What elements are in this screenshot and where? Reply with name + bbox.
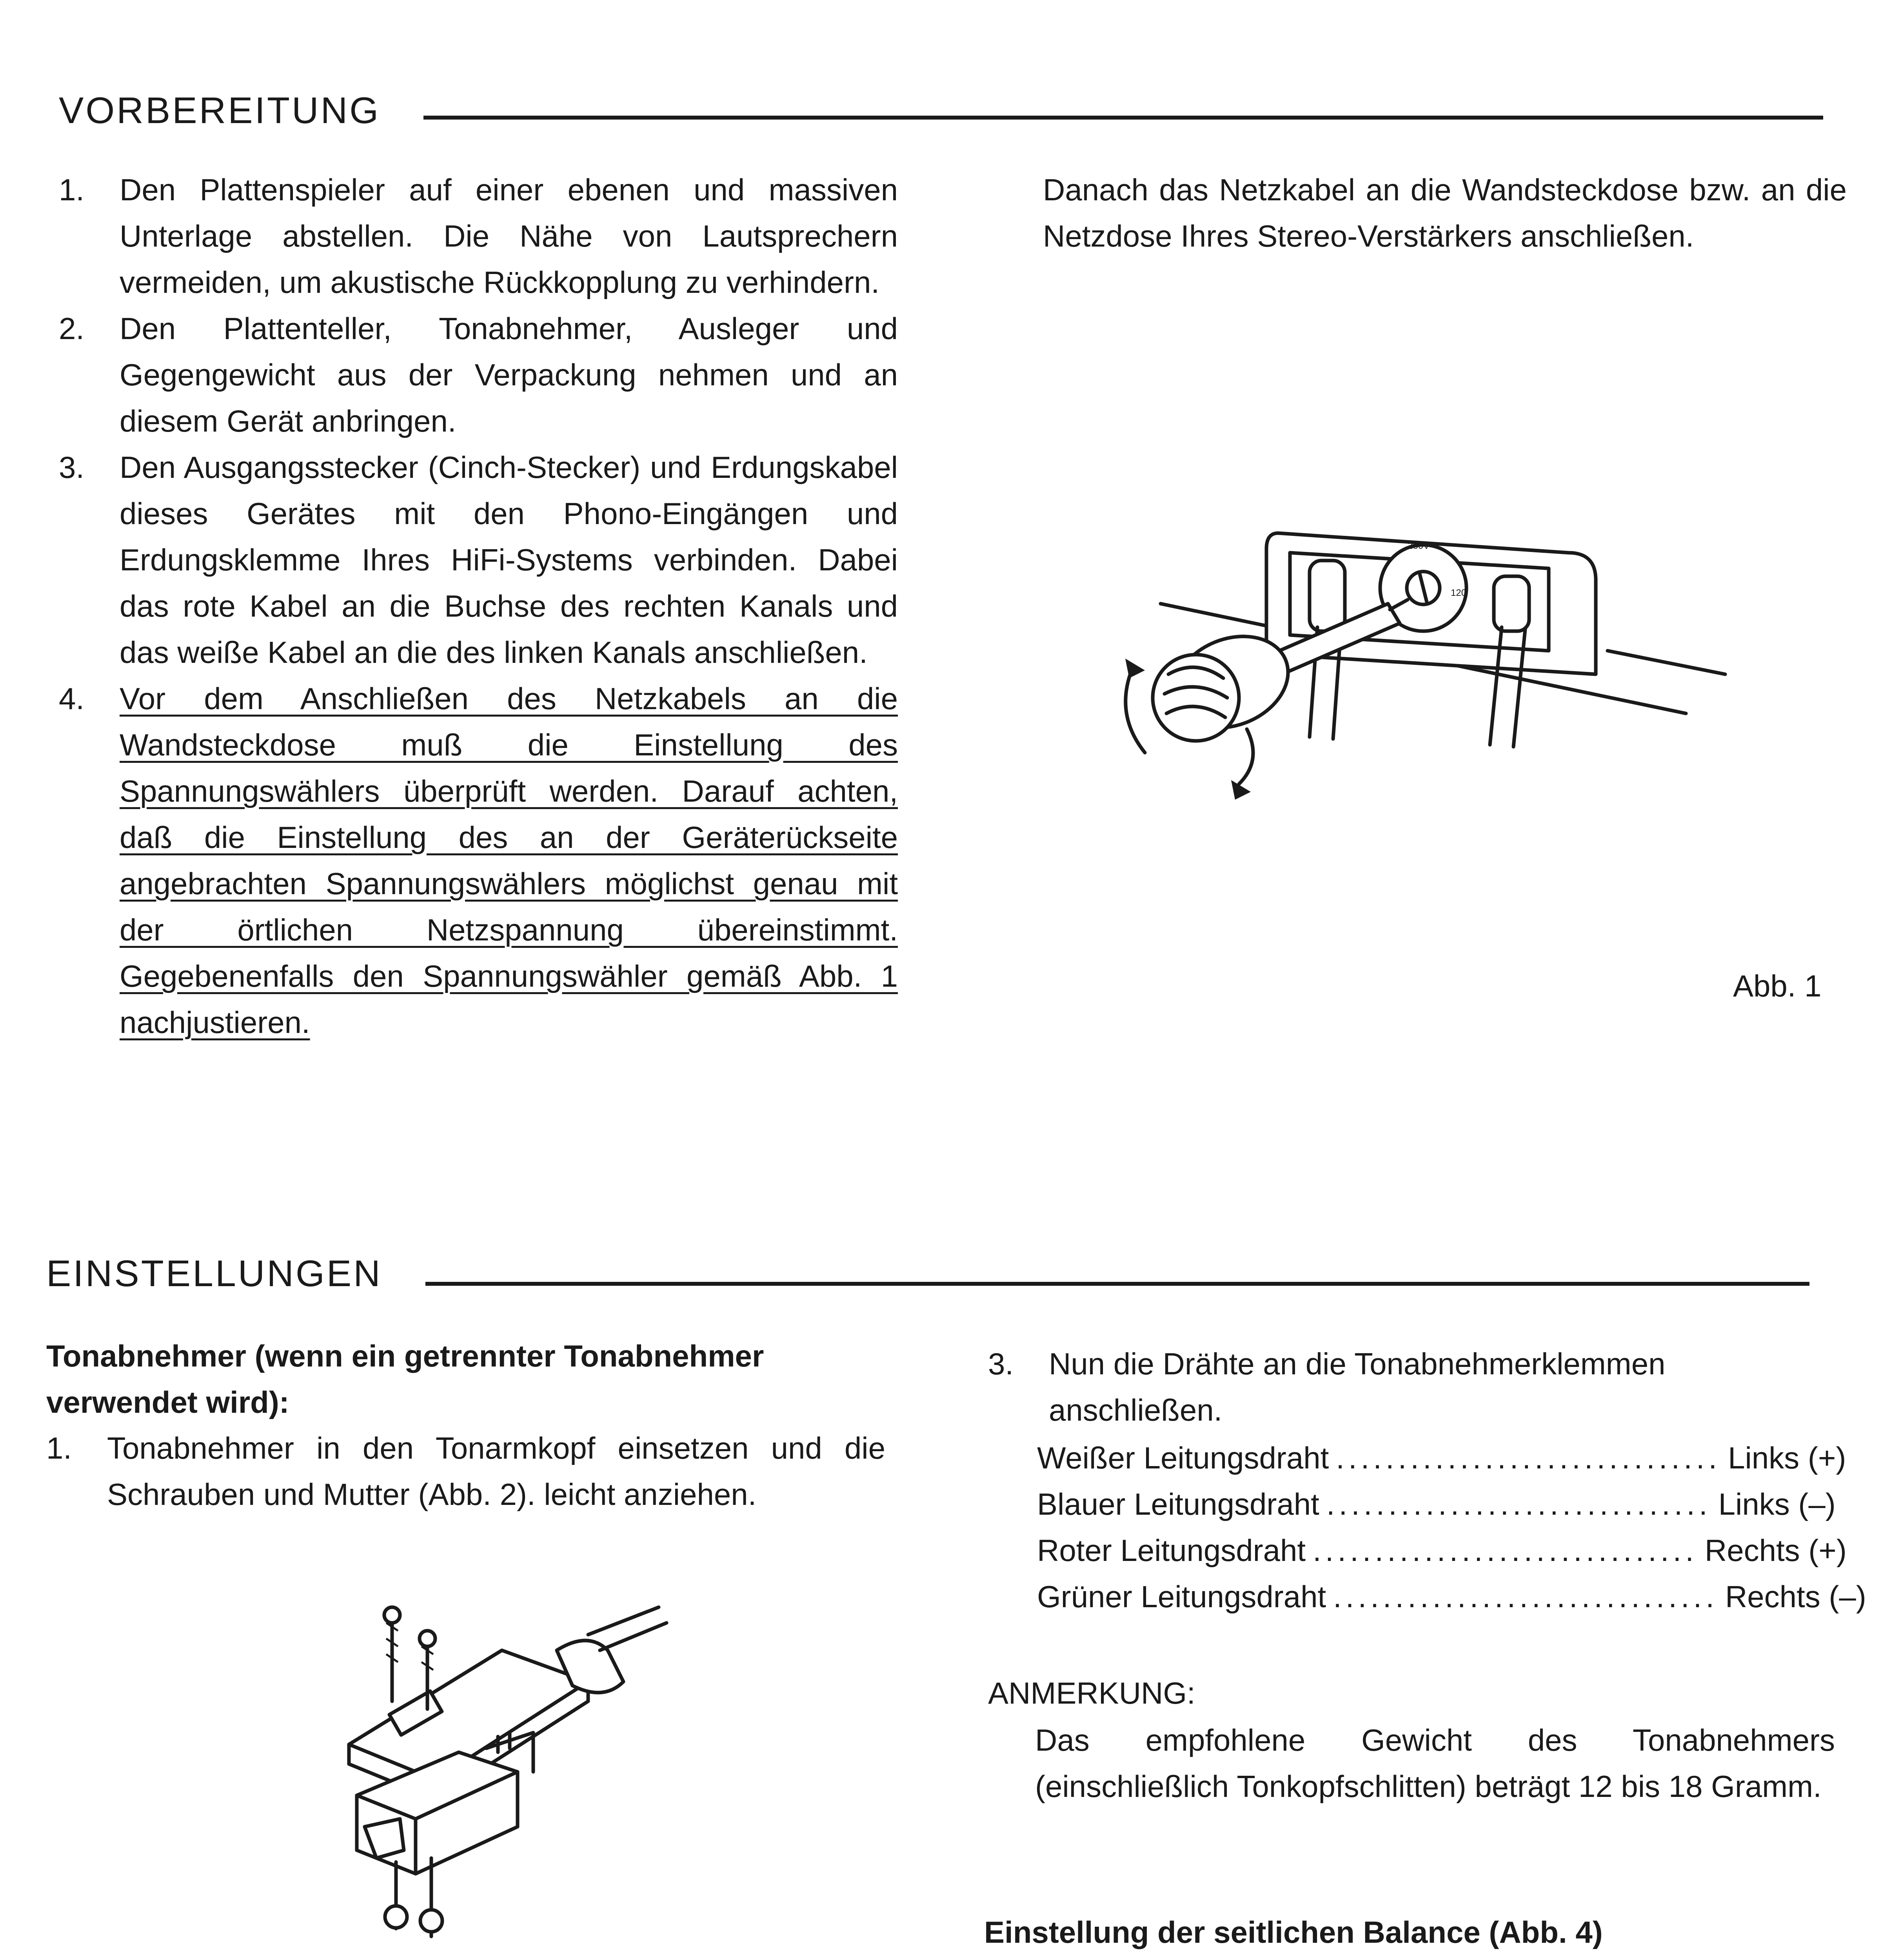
list-item: [59, 444, 898, 675]
item-number: 4.: [59, 681, 85, 716]
fig1-voltage-selector-illustration: [1098, 510, 1764, 823]
leader-dots: ...............................: [1333, 1579, 1718, 1614]
section-title-settings: EINSTELLUNGEN: [46, 1253, 382, 1294]
item-text: Den Plattenteller, Tonabnehmer, Ausleger und Gegengewicht aus der Verpackung nehmen und an diesem Gerät anbringen.: [120, 311, 898, 438]
item-number: 1.: [46, 1431, 72, 1465]
fig1-caption: Abb. 1: [1733, 969, 1822, 1003]
wire-label: Weißer Leitungsdraht: [1037, 1441, 1329, 1475]
cartridge-subheading: Tonabnehmer (wenn ein getrennter Tonabnehmer verwendet wird):: [46, 1339, 764, 1419]
item-number: 1.: [59, 172, 85, 207]
fig2-cartridge-mounting-illustration: [314, 1607, 667, 1952]
settings-item-1: [46, 1425, 885, 1517]
leader-dots: ...............................: [1336, 1441, 1721, 1475]
section-rule: [425, 1282, 1809, 1286]
wire-row: [1037, 1435, 1846, 1481]
item-text-warning: Vor dem Anschließen des Netzkabels an die Wandsteckdose muß die Einstellung des Spannungswählers überprüft werden. Darauf achten, daß die Einstellung des an der Geräterückseite angebrachten Spannungswählers möglichst genau mit der örtlichen Netzspannung übereinstimmt. Gegebenenfalls den Spannungswähler gemäß Abb. 1 nachjustieren.: [120, 681, 898, 1040]
item-text: Den Plattenspieler auf einer ebenen und massiven Unterlage abstellen. Die Nähe von Lautsprechern vermeiden, um akustische Rückkopplung zu verhindern.: [120, 172, 898, 299]
preparation-right-text: Danach das Netzkabel an die Wandsteckdose bzw. an die Netzdose Ihres Stereo-Verstärkers anschließen.: [1043, 172, 1847, 253]
wire-label: Roter Leitungsdraht: [1037, 1533, 1306, 1568]
list-item: [59, 167, 898, 305]
settings-item-3: [988, 1341, 1835, 1433]
svg-text:120: 120: [1451, 588, 1467, 598]
wire-value: Rechts (+): [1704, 1533, 1847, 1568]
balance-heading: Einstellung der seitlichen Balance (Abb. 4): [984, 1915, 1603, 1949]
leader-dots: ...............................: [1313, 1533, 1698, 1568]
item-text: Tonabnehmer in den Tonarmkopf einsetzen und die Schrauben und Mutter (Abb. 2). leicht anziehen.: [107, 1431, 885, 1512]
svg-text:230V: 230V: [1408, 541, 1430, 551]
wire-color-list: [1037, 1435, 1866, 1620]
item-text: Den Ausgangsstecker (Cinch-Stecker) und Erdungskabel dieses Gerätes mit den Phono-Eingängen und Erdungsklemme Ihres HiFi-Systems verbinden. Dabei das rote Kabel an die Buchse des rechten Kanals und das weiße Kabel an die des linken Kanals anschließen.: [120, 450, 898, 670]
item-number: 2.: [59, 311, 85, 346]
wire-row: [1037, 1481, 1836, 1527]
leader-dots: ...............................: [1326, 1487, 1711, 1521]
note-title: ANMERKUNG:: [988, 1676, 1195, 1710]
wire-value: Links (–): [1718, 1487, 1836, 1521]
note-text: Das empfohlene Gewicht des Tonabnehmers (einschließlich Tonkopfschlitten) beträgt 12 bis 18 Gramm.: [1035, 1723, 1835, 1804]
wire-value: Rechts (–): [1725, 1579, 1866, 1614]
item-text: Nun die Drähte an die Tonabnehmerklemmen anschließen.: [1049, 1347, 1666, 1427]
wire-value: Links (+): [1728, 1441, 1846, 1475]
wire-row: [1037, 1573, 1866, 1620]
list-item: [59, 305, 898, 444]
wire-label: Blauer Leitungsdraht: [1037, 1487, 1319, 1521]
list-item: [59, 675, 898, 1045]
item-number: 3.: [988, 1347, 1014, 1381]
section-title-preparation: VORBEREITUNG: [59, 90, 381, 131]
wire-row: [1037, 1527, 1847, 1573]
preparation-list: [59, 167, 898, 1045]
section-rule: [423, 116, 1823, 120]
item-number: 3.: [59, 450, 85, 485]
list-item: [988, 1341, 1835, 1433]
wire-label: Grüner Leitungsdraht: [1037, 1579, 1326, 1614]
list-item: [46, 1425, 885, 1517]
